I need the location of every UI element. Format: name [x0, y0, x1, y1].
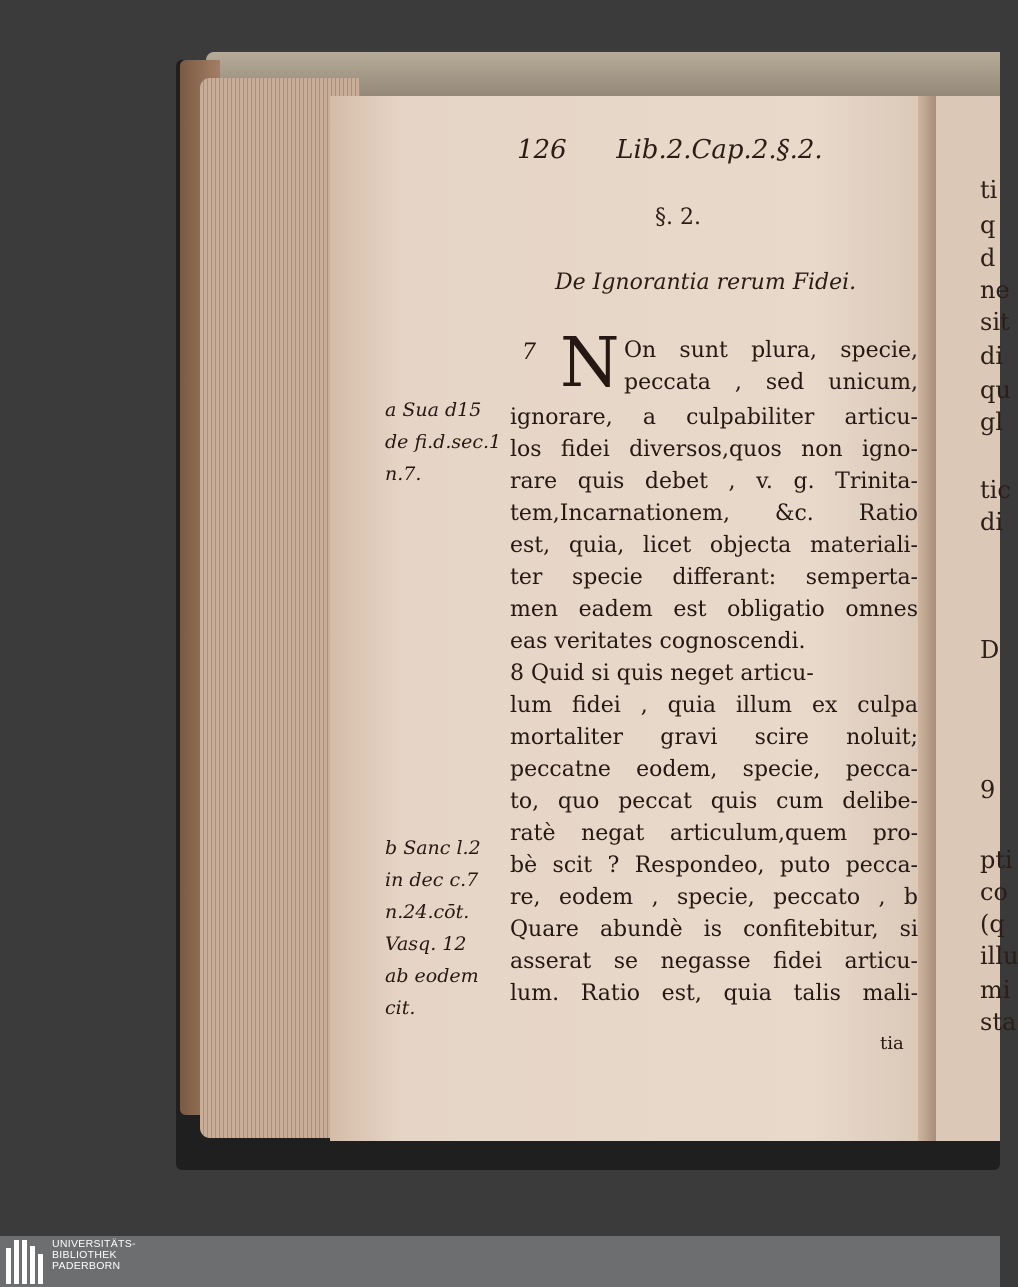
text-line: to, quo peccat quis cum delibe-	[510, 789, 918, 814]
footer-bar	[0, 1236, 1000, 1287]
facing-text-fragment: D	[980, 636, 1000, 664]
facing-text-fragment: ti	[980, 176, 998, 204]
running-header: 126 Lib.2.Cap.2.§.2.	[517, 135, 823, 165]
text-line: lum fidei , quia illum ex culpa	[510, 693, 918, 718]
facing-text-fragment: sta	[980, 1008, 1017, 1036]
facing-text-fragment: di	[980, 342, 1004, 370]
margin-note-b: b Sanc l.2 in dec c.7 n.24.cōt. Vasq. 12 ab eodem cit.	[385, 837, 481, 1019]
library-name-line: UNIVERSITÄTS-	[52, 1238, 136, 1250]
library-logo-icon	[6, 1240, 46, 1284]
text-line: lum. Ratio est, quia talis mali-	[510, 981, 918, 1006]
facing-text-fragment: q	[980, 211, 996, 239]
text-line: peccata , sed unicum,	[624, 370, 918, 395]
facing-text-fragment: 9	[980, 776, 996, 804]
facing-text-fragment: co	[980, 878, 1008, 906]
text-line: los fidei diversos,quos non igno-	[510, 437, 918, 462]
text-line: asserat se negasse fidei articu-	[510, 949, 918, 974]
text-line: rare quis debet , v. g. Trinita-	[510, 469, 918, 494]
text-line: bè scit ? Respondeo, puto pecca-	[510, 853, 918, 878]
facing-text-fragment: tic	[980, 476, 1011, 504]
text-line: ignorare, a culpabiliter articu-	[510, 405, 918, 430]
section-mark: §. 2.	[655, 205, 701, 230]
facing-text-fragment: pti	[980, 846, 1013, 874]
drop-cap: N	[560, 324, 620, 403]
margin-note-a: a Sua d15 de fi.d.sec.1 n.7.	[385, 399, 502, 485]
facing-text-fragment: mi	[980, 976, 1011, 1004]
facing-page	[936, 96, 1018, 1141]
text-line: mortaliter gravi scire noluit;	[510, 725, 918, 750]
facing-text-fragment: qu	[980, 376, 1011, 404]
facing-text-fragment: ne	[980, 276, 1010, 304]
facing-text-fragment: illu	[980, 942, 1018, 970]
library-name	[52, 1239, 136, 1272]
text-line: est, quia, licet objecta materiali-	[510, 533, 918, 558]
facing-text-fragment: gl	[980, 408, 1004, 436]
catchword: tia	[880, 1033, 904, 1054]
section-title: De Ignorantia rerum Fidei.	[555, 270, 857, 295]
text-line: On sunt plura, specie,	[624, 338, 918, 363]
facing-text-fragment: sit	[980, 308, 1010, 336]
text-line: re, eodem , specie, peccato , b	[510, 885, 918, 910]
facing-text-fragment: (q	[980, 910, 1005, 938]
text-line: peccatne eodem, specie, pecca-	[510, 757, 918, 782]
text-line: men eadem est obligatio omnes	[510, 597, 918, 622]
facing-text-fragment: d	[980, 244, 996, 272]
text-line: eas veritates cognoscendi.	[510, 629, 806, 654]
text-line: Quare abundè is confitebitur, si	[510, 917, 918, 942]
paragraph-number: 7	[522, 340, 536, 365]
text-line: ratè negat articulum,quem pro-	[510, 821, 918, 846]
text-line: ter specie differant: semperta-	[510, 565, 918, 590]
text-line: 8 Quid si quis neget articu-	[510, 661, 814, 686]
library-name-line: BIBLIOTHEK	[52, 1249, 117, 1261]
library-name-line: PADERBORN	[52, 1260, 121, 1272]
body-text	[510, 402, 918, 1010]
facing-text-fragment: di	[980, 508, 1004, 536]
text-line: tem,Incarnationem, &c. Ratio	[510, 501, 918, 526]
